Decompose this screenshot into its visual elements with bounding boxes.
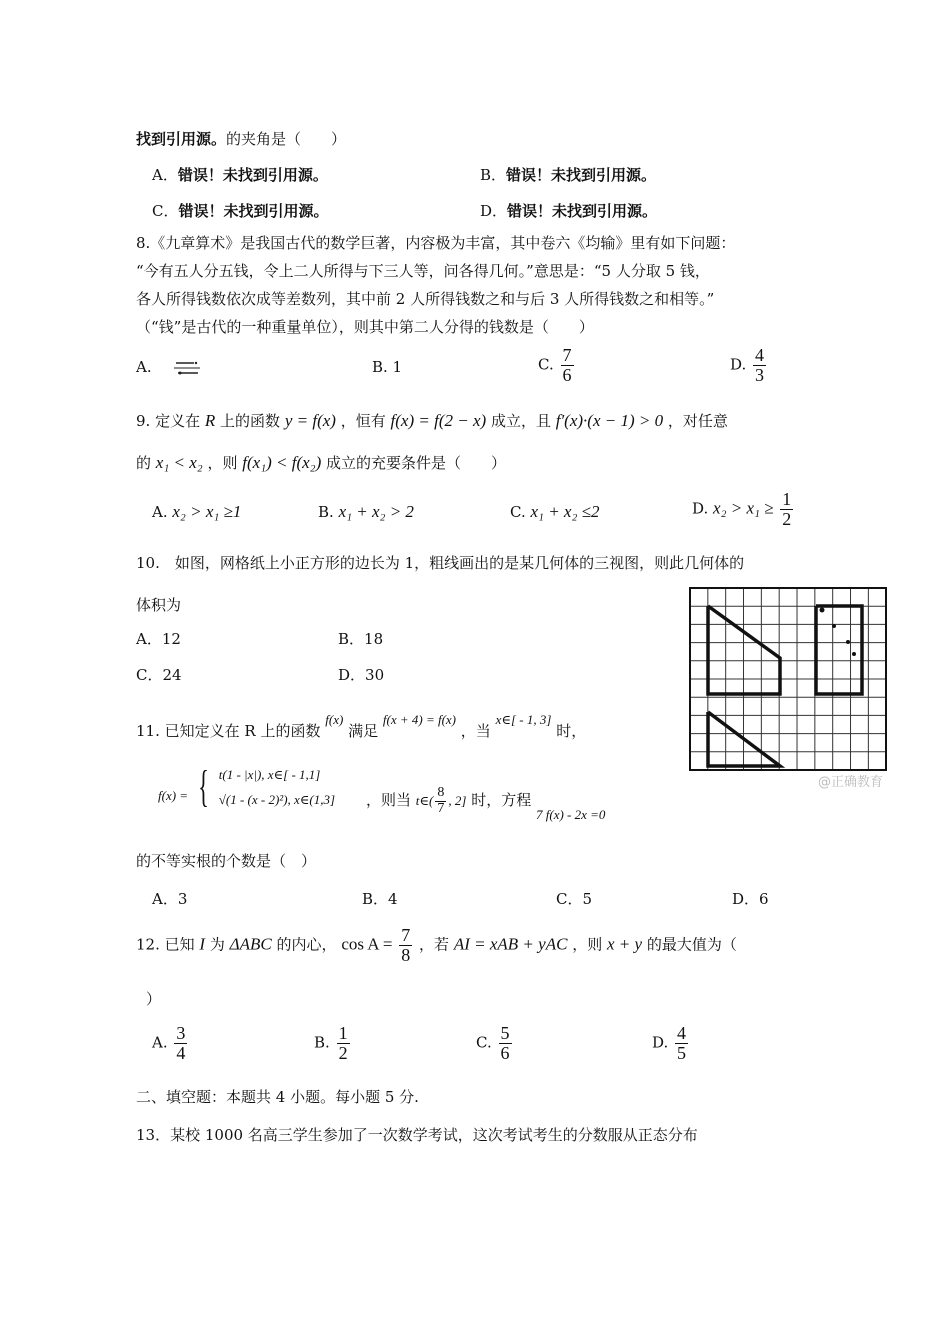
q12-text-5: ，则: [572, 935, 603, 954]
q9-option-b-label: B.: [318, 503, 334, 521]
q11-t-num: 8: [437, 785, 445, 800]
q9-option-d-den: 2: [782, 508, 792, 529]
q12-option-b-label: B.: [314, 1033, 330, 1052]
q11-period-equation: f(x + 4) = f(x): [382, 712, 456, 727]
q12-option-a-fraction: [174, 1024, 187, 1063]
q11-brace-icon: {: [198, 762, 209, 811]
q11-option-a: [152, 888, 187, 909]
q7-option-c-text: 错误！未找到引用源。: [178, 202, 329, 220]
q12-option-c: [476, 1024, 514, 1063]
q11-case-1: t(1 - |x|), x∈[ - 1,1]: [218, 767, 321, 782]
q8-option-c: [538, 346, 576, 385]
q9-inequality: x₁ < x₂: [155, 453, 203, 472]
q12-option-c-fraction: [499, 1024, 512, 1063]
q7-option-d-letter: D．: [480, 202, 508, 220]
q12-option-b-den: 2: [338, 1042, 348, 1063]
q12-text-1: 12. 已知: [136, 935, 195, 954]
q9-symbol-R: R: [204, 411, 216, 430]
q7-option-c-letter: C．: [152, 202, 179, 220]
q11-text-5: ，则当: [366, 791, 412, 810]
q10-option-d-label: D．: [338, 666, 366, 684]
q8-option-a: [136, 358, 206, 377]
section-2-heading: 二、填空题：本题共 4 小题。每小题 5 分.: [136, 1088, 419, 1106]
q9-option-d: [692, 490, 795, 529]
q11-text-1: 11. 已知定义在 R 上的函数: [136, 722, 321, 740]
q8-option-d-den: 3: [755, 364, 765, 385]
q8-line-2: “今有五人分五钱，令上二人所得与下三人等，问各得几何。”意思是：“5 人分取 5 钱，: [136, 262, 710, 280]
q10-option-d: [338, 664, 384, 685]
q8-option-a-label: A.: [136, 358, 152, 376]
three-view-figure: [688, 586, 888, 790]
q10-option-c: [136, 664, 182, 685]
q10-option-a: [136, 628, 181, 649]
q10-option-d-text: 30: [365, 666, 385, 684]
q11-function: f(x): [325, 712, 344, 727]
q10-option-a-text: 12: [161, 630, 181, 648]
q12-option-a-num: 3: [176, 1023, 186, 1043]
q10-option-a-label: A．: [136, 630, 162, 648]
q12-cos-num: 7: [401, 925, 411, 945]
side-view-dot-1: [820, 608, 825, 613]
q11-line-2: [366, 786, 605, 823]
q8-option-d-num: 4: [755, 345, 765, 365]
q9-derivative-condition: f′(x)·(x − 1) > 0: [555, 411, 664, 430]
q9-symmetry-equation: f(x) = f(2 − x): [390, 411, 487, 430]
q12-line-1: [136, 926, 737, 965]
q7-stem-rest: 的夹角是（ ）: [226, 130, 347, 148]
q12-option-d-den: 5: [677, 1042, 687, 1063]
q12-option-a-den: 4: [176, 1042, 186, 1063]
q10-option-b-label: B．: [338, 630, 365, 648]
q12-symbol-I: I: [199, 934, 206, 954]
q11-text-4: 时，: [556, 722, 587, 740]
q12-text-4: ，若: [419, 935, 450, 954]
q12-option-d: [652, 1024, 690, 1063]
q12-close-paren: ）: [146, 990, 162, 1008]
q12-option-b-num: 1: [338, 1023, 348, 1043]
q12-triangle: ΔABC: [229, 934, 272, 954]
q12-option-b: [314, 1024, 352, 1063]
q11-option-a-text: 3: [177, 890, 188, 908]
q12-option-c-label: C.: [476, 1033, 492, 1052]
side-view-dot-2: [832, 624, 836, 628]
q8-line-4: （“钱”是古代的一种重量单位），则其中第二人分得的钱数是（ ）: [136, 318, 594, 336]
q9-option-d-text: x₂ > x₁ ≥: [713, 498, 774, 518]
q11-case-2: √(1 - (x - 2)²), x∈(1,3]: [218, 792, 336, 807]
q11-piecewise-lhs: f(x) =: [158, 788, 189, 803]
q9-line-2: [136, 452, 506, 473]
q11-option-c-label: C．: [556, 890, 583, 908]
q9-option-d-fraction: [780, 490, 793, 529]
q11-option-b: [362, 888, 398, 909]
q7-option-c: [152, 200, 329, 221]
q9-text-6: 的: [136, 454, 152, 472]
q9-text-1: 9. 定义在: [136, 412, 201, 430]
q10-option-b: [338, 628, 383, 649]
q7-option-d-text: 错误！未找到引用源。: [507, 202, 658, 220]
q7-option-b: [480, 164, 656, 185]
q12-option-b-fraction: [337, 1024, 350, 1063]
watermark: @正确教育: [818, 775, 884, 790]
q8-option-c-den: 6: [562, 364, 572, 385]
q11-text-2: 满足: [348, 722, 379, 740]
q11-equation: 7 f(x) - 2x =0: [536, 807, 606, 823]
side-view-dot-4: [852, 652, 856, 656]
q11-option-d-text: 6: [759, 890, 769, 908]
q10-option-b-text: 18: [364, 630, 384, 648]
q7-option-d: [480, 200, 657, 221]
q9-option-c: [510, 502, 599, 522]
q9-option-a: [152, 502, 241, 522]
q9-text-7: ，则: [207, 454, 238, 472]
q9-option-b: [318, 502, 414, 522]
q9-option-c-text: x₁ + x₂ ≤2: [530, 502, 600, 521]
side-view: [816, 606, 862, 694]
q9-function: y = f(x): [284, 411, 336, 430]
q8-option-c-num: 7: [562, 345, 572, 365]
q12-vector-equation: AI = xAB + yAC: [453, 934, 568, 954]
q11-option-d-label: D．: [732, 890, 760, 908]
q12-sum: x + y: [607, 934, 643, 954]
q8-option-b: B. 1: [372, 358, 403, 376]
q9-option-a-label: A.: [152, 503, 168, 521]
q7-option-a-letter: A．: [152, 166, 178, 184]
q12-text-6: 的最大值为（: [646, 935, 737, 954]
q7-option-b-text: 错误！未找到引用源。: [506, 166, 657, 184]
q11-t-fraction: [435, 786, 446, 816]
q9-text-2: 上的函数: [220, 412, 281, 430]
q12-option-c-num: 5: [500, 1023, 510, 1043]
q9-function-inequality: f(x₁) < f(x₂): [242, 453, 322, 472]
q9-option-d-label: D.: [692, 499, 709, 518]
q12-option-a: [152, 1024, 189, 1063]
q11-piecewise-cases: [219, 762, 335, 812]
q12-text-3: 的内心，: [276, 935, 337, 954]
q9-option-b-text: x₁ + x₂ > 2: [338, 502, 414, 521]
q11-line-3: 的不等实根的个数是（ ）: [136, 852, 317, 870]
q9-line-1: [136, 410, 728, 431]
side-view-dot-3: [846, 640, 850, 644]
q12-option-c-den: 6: [500, 1042, 510, 1063]
q10-line-2: 体积为: [136, 596, 182, 614]
q13-line-1: 13．某校 1000 名高三学生参加了一次数学考试，这次考试考生的分数服从正态分布: [136, 1126, 698, 1144]
q11-domain: x∈[ - 1, 3]: [495, 712, 552, 727]
q8-line-3: 各人所得钱数依次成等差数列，其中前 2 人所得钱数之和与后 3 人所得钱数之和相等。”: [136, 290, 715, 308]
q11-t-den: 7: [437, 800, 445, 816]
q7-option-a-text: 错误！未找到引用源。: [177, 166, 328, 184]
q11-t-range-open: t∈(: [415, 793, 434, 809]
q7-stem-bold: 找到引用源。: [136, 130, 227, 148]
q12-text-2: 为: [209, 935, 225, 954]
q10-option-c-label: C．: [136, 666, 163, 684]
q9-option-c-label: C.: [510, 503, 526, 521]
q12-cos-fraction: [399, 926, 412, 965]
q8-option-a-garbled-image: [172, 359, 206, 377]
q12-option-d-num: 4: [677, 1023, 687, 1043]
q8-option-c-fraction: [561, 346, 574, 385]
q12-cos-den: 8: [401, 944, 411, 965]
q8-option-d-fraction: [753, 346, 766, 385]
q11-piecewise: [158, 762, 335, 812]
q10-line-1: 10. 如图，网格纸上小正方形的边长为 1，粗线画出的是某几何体的三视图，则此几何体的: [136, 554, 745, 572]
q12-option-d-fraction: [675, 1024, 688, 1063]
q11-option-d: [732, 888, 769, 909]
q9-option-d-num: 1: [782, 489, 792, 509]
q11-line-1: [136, 712, 586, 741]
q9-text-4: 成立，且: [490, 412, 551, 430]
q11-option-c-text: 5: [582, 890, 593, 908]
q12-option-d-label: D.: [652, 1033, 669, 1052]
q11-option-b-label: B．: [362, 890, 389, 908]
q12-cos: cos A =: [341, 934, 393, 954]
q11-option-a-label: A．: [152, 890, 178, 908]
q12-option-a-label: A.: [152, 1033, 168, 1052]
q7-option-b-letter: B．: [480, 166, 507, 184]
q8-option-c-label: C.: [538, 355, 554, 374]
q8-option-d: [730, 346, 768, 385]
q11-option-b-text: 4: [388, 890, 398, 908]
q7-stem: [136, 128, 346, 149]
q9-text-3: ，恒有: [340, 412, 386, 430]
q8-line-1: 8.《九章算术》是我国古代的数学巨著，内容极为丰富，其中卷六《均输》里有如下问题：: [136, 234, 736, 252]
q9-option-a-text: x₂ > x₁ ≥1: [172, 502, 242, 521]
q9-text-8: 成立的充要条件是（ ）: [326, 454, 507, 472]
q11-text-3: ，当: [460, 722, 491, 740]
q10-option-c-text: 24: [162, 666, 182, 684]
q8-option-d-label: D.: [730, 355, 747, 374]
q9-text-5: ，对任意: [667, 412, 728, 430]
q11-text-6: 时，方程: [471, 791, 532, 810]
q11-option-c: [556, 888, 592, 909]
q11-t-range-close: , 2]: [448, 793, 467, 809]
q7-option-a: [152, 164, 328, 185]
